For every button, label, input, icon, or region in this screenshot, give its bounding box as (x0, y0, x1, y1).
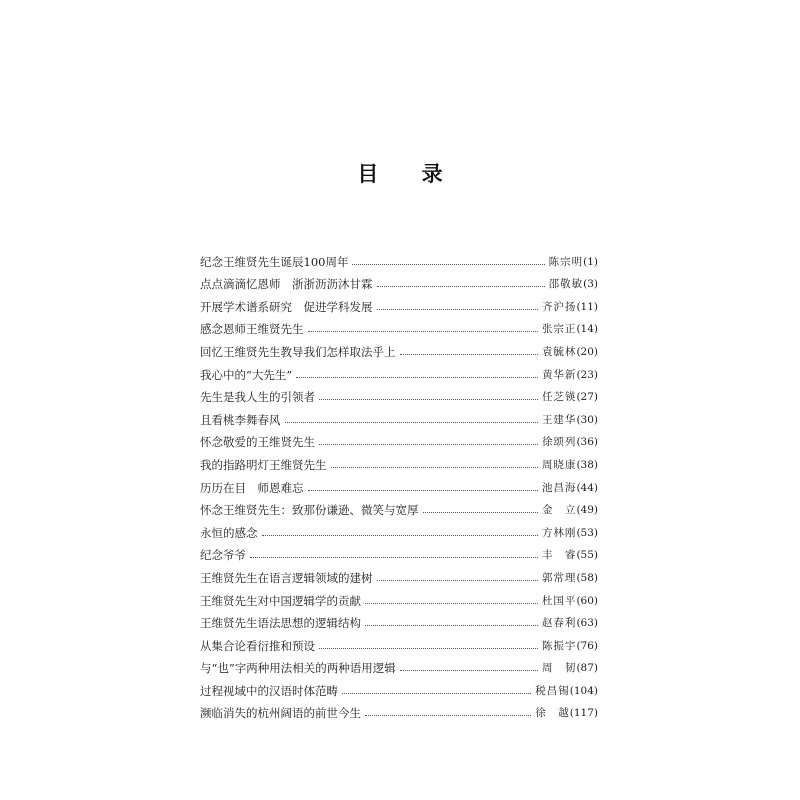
toc-entry (200, 517, 598, 540)
toc-entry-page: (44) (576, 481, 598, 494)
toc-leader-dots (352, 264, 544, 265)
toc-entry-page: (104) (569, 684, 598, 697)
toc-entry-author: 王建华 (541, 413, 577, 426)
toc-leader-dots (377, 309, 538, 310)
toc-entry (200, 675, 598, 698)
toc-entry-author: 丰 睿 (541, 549, 577, 562)
toc-entry (200, 495, 598, 518)
toc-leader-dots (423, 512, 538, 513)
toc-entry-author: 徐颂列 (541, 436, 577, 449)
toc-leader-dots (296, 377, 538, 378)
toc-entry-author: 袁毓林 (541, 345, 577, 358)
toc-entry-page: (27) (576, 391, 598, 404)
toc-entry-page: (53) (576, 526, 598, 539)
toc-entry-title: 点点滴滴忆恩师 浙浙沥沥沐甘霖 (200, 277, 373, 292)
toc-leader-dots (262, 535, 538, 536)
toc-entry-page: (63) (576, 617, 598, 630)
toc-entry-title: 我的指路明灯王维贤先生 (200, 457, 327, 472)
toc-entry (200, 540, 598, 563)
toc-entry-page: (38) (576, 458, 598, 471)
toc-entry-author: 张宗正 (541, 323, 577, 336)
toc-entry-page: (60) (576, 594, 598, 607)
toc-entry-author: 任芝锳 (541, 391, 577, 404)
toc-leader-dots (400, 354, 538, 355)
toc-entry (200, 382, 598, 405)
toc-leader-dots (319, 399, 538, 400)
toc-entry-title: 过程视域中的汉语时体范畴 (200, 683, 338, 698)
toc-entry (200, 585, 598, 608)
toc-entry (200, 562, 598, 585)
toc-entry-author: 齐沪扬 (541, 300, 577, 313)
toc-entry-author: 方林刚 (541, 526, 577, 539)
toc-entry-author: 陈振宇 (541, 639, 577, 652)
toc-entry-author: 税昌锡 (535, 684, 570, 697)
toc-leader-dots (377, 286, 545, 287)
toc-entry (200, 472, 598, 495)
toc-leader-dots (308, 490, 538, 491)
toc-leader-dots (365, 603, 538, 604)
toc-entry-page: (23) (576, 368, 598, 381)
toc-entry (200, 653, 598, 676)
toc-entry-author: 池昌海 (541, 481, 577, 494)
toc-leader-dots (285, 422, 538, 423)
toc-entry-title: 与“也”字两种用法相关的两种语用逻辑 (200, 661, 396, 676)
toc-leader-dots (319, 444, 538, 445)
toc-leader-dots (250, 557, 538, 558)
toc-entry-author: 陈宗明 (548, 255, 584, 268)
toc-entry-author: 赵春利 (541, 617, 577, 630)
toc-entry-page: (3) (583, 278, 598, 291)
toc-entry (200, 314, 598, 337)
toc-entry-page: (11) (576, 300, 598, 313)
toc-entry-page: (55) (576, 549, 598, 562)
toc-entry-page: (49) (576, 504, 598, 517)
toc-entry-title: 王维贤先生语法思想的逻辑结构 (200, 616, 361, 631)
toc-entry-author: 杜国平 (541, 594, 577, 607)
toc-entry-page: (20) (576, 345, 598, 358)
toc-entry (200, 449, 598, 472)
toc-entry-page: (36) (576, 436, 598, 449)
toc-entry (200, 246, 598, 269)
toc-entry-page: (14) (576, 323, 598, 336)
toc-leader-dots (365, 715, 531, 716)
toc-title: 目 录 (357, 162, 461, 186)
toc-leader-dots (365, 625, 538, 626)
toc-entry-author: 徐 越 (535, 707, 570, 720)
toc-entry (200, 404, 598, 427)
toc-entry-title: 感念恩师王维贤先生 (200, 322, 304, 337)
toc-entry-author: 邵敬敏 (548, 278, 584, 291)
toc-leader-dots (331, 467, 538, 468)
toc-entry-title: 濒临消失的杭州阔语的前世今生 (200, 706, 361, 721)
toc-entry-title: 且看桃李舞春风 (200, 412, 281, 427)
toc-entry-author: 金 立 (541, 504, 577, 517)
toc-entry-page: (117) (569, 707, 598, 720)
toc-leader-dots (400, 670, 538, 671)
toc-entry-page: (87) (576, 662, 598, 675)
toc-leader-dots (342, 693, 531, 694)
toc-entry-title: 怀念王维贤先生：致那份谦逊、微笑与宽厚 (200, 503, 419, 518)
toc-entry-title: 开展学术谱系研究 促进学科发展 (200, 299, 373, 314)
toc-entry-page: (1) (583, 255, 598, 268)
toc-entry (200, 359, 598, 382)
toc-entry (200, 427, 598, 450)
toc-leader-dots (319, 648, 538, 649)
toc-entry-title: 纪念爷爷 (200, 548, 246, 563)
toc-entry-author: 郭常理 (541, 571, 577, 584)
toc-entry-page: (58) (576, 571, 598, 584)
toc-entry (200, 630, 598, 653)
toc-entry-title: 历历在目 师恩难忘 (200, 480, 304, 495)
toc-entry-author: 周晓康 (541, 458, 577, 471)
toc-entry (200, 698, 598, 721)
toc-entry-title: 永恒的感念 (200, 525, 258, 540)
toc-entry-title: 怀念敬爱的王维贤先生 (200, 435, 315, 450)
toc-entry-title: 从集合论看衍推和预设 (200, 638, 315, 653)
toc-entry-title: 纪念王维贤先生诞辰100周年 (200, 254, 349, 269)
toc-entry-title: 王维贤先生对中国逻辑学的贡献 (200, 593, 361, 608)
toc-entry-title: 我心中的“大先生” (200, 367, 293, 382)
toc-entry (200, 291, 598, 314)
toc-entry-page: (76) (576, 639, 598, 652)
toc-leader-dots (377, 580, 538, 581)
toc-entry-title: 回忆王维贤先生教导我们怎样取法乎上 (200, 344, 396, 359)
toc-entry (200, 269, 598, 292)
toc-entry-title: 王维贤先生在语言逻辑领域的建树 (200, 570, 373, 585)
toc-entry-author: 黄华新 (541, 368, 577, 381)
toc-leader-dots (308, 331, 538, 332)
toc-entry-title: 先生是我人生的引领者 (200, 390, 315, 405)
toc-entry (200, 608, 598, 631)
toc-entry-author: 周 韧 (541, 662, 577, 675)
toc-list (200, 246, 598, 720)
toc-entry-page: (30) (576, 413, 598, 426)
toc-entry (200, 336, 598, 359)
